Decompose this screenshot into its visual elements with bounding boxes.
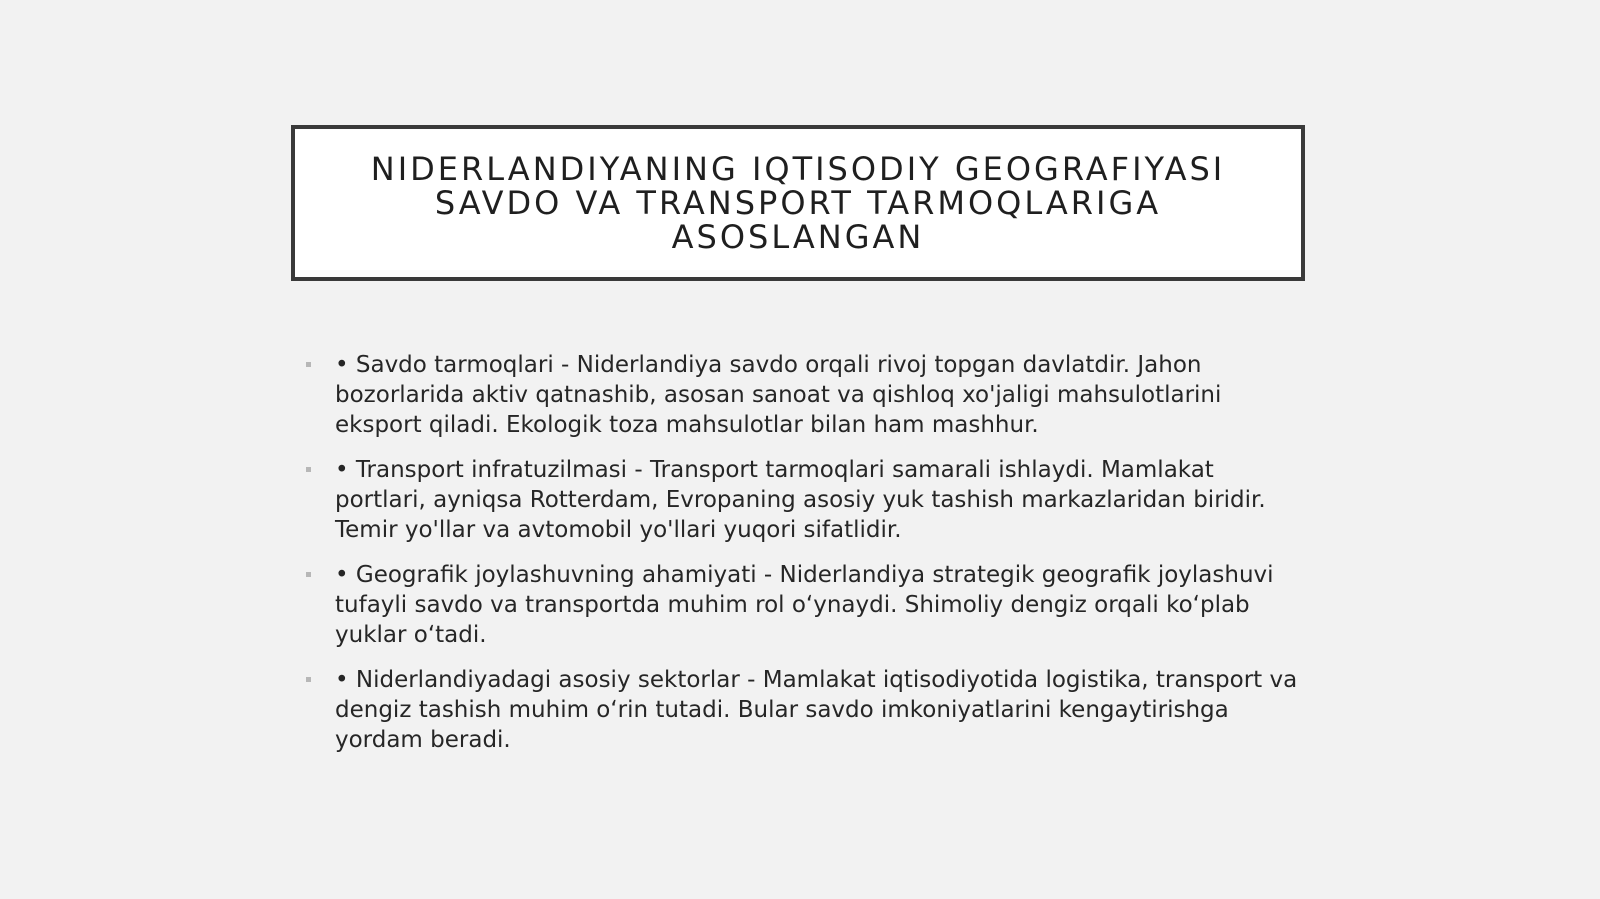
list-item (300, 560, 1310, 650)
title-box (291, 125, 1305, 281)
bullet-marker-icon (300, 350, 335, 380)
bullet-marker-icon (300, 665, 335, 695)
list-item (300, 350, 1310, 440)
bullet-marker-icon (300, 455, 335, 485)
slide-title: NIDERLANDIYANING IQTISODIY GEOGRAFIYASI SAVDO VA TRANSPORT TARMOQLARIGA ASOSLANGAN (370, 150, 1226, 256)
list-item (300, 455, 1310, 545)
bullet-list (300, 350, 1310, 770)
bullet-marker-icon (300, 560, 335, 590)
list-item (300, 665, 1310, 755)
bullet-text: • Savdo tarmoqlari - Niderlandiya savdo orqali rivoj topgan davlatdir. Jahon bozorlarida aktiv qatnashib, asosan sanoat va qishloq xo'jaligi mahsulotlarini eksport qiladi. Ekologik toza mahsulotlar bilan ham mashhur. (335, 352, 1222, 438)
bullet-text: • Transport infratuzilmasi - Transport tarmoqlari samarali ishlaydi. Mamlakat portlari, ayniqsa Rotterdam, Evropaning asosiy yuk tashish markazlaridan biridir. Temir yo'llar va avtomobil yo'llari yuqori sifatlidir. (335, 457, 1266, 543)
bullet-text: • Geografik joylashuvning ahamiyati - Niderlandiya strategik geografik joylashuvi tufayli savdo va transportda muhim rol oʻynaydi. Shimoliy dengiz orqali koʻplab yuklar oʻtadi. (335, 562, 1274, 648)
bullet-text: • Niderlandiyadagi asosiy sektorlar - Mamlakat iqtisodiyotida logistika, transport va dengiz tashish muhim oʻrin tutadi. Bular savdo imkoniyatlarini kengaytirishga yordam beradi. (335, 667, 1298, 753)
